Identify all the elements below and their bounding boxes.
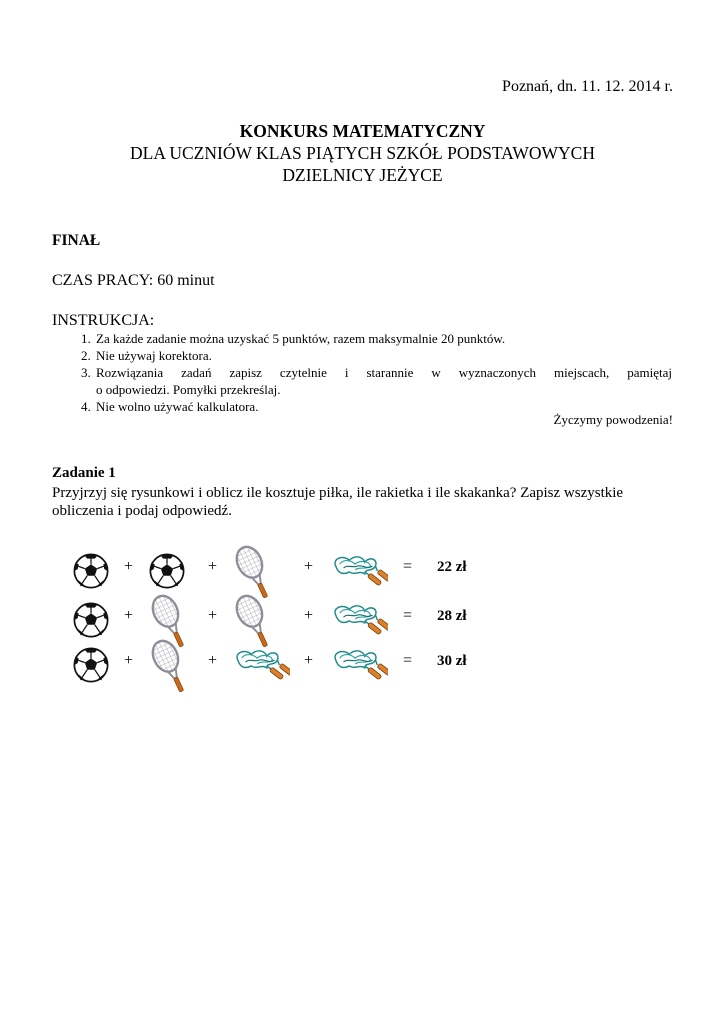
equals-sign: = bbox=[403, 558, 413, 575]
plus-sign: + bbox=[124, 652, 134, 669]
equals-sign: = bbox=[403, 607, 413, 624]
instruction-item: 2. Nie używaj korektora. bbox=[94, 347, 672, 364]
row-price: 28 zł bbox=[437, 608, 467, 624]
plus-sign: + bbox=[304, 558, 314, 575]
task-text: Przyjrzyj się rysunkowi i oblicz ile kosztuje piłka, ile rakietka i ile skakanka? Zapisz wszystkie obliczenia i podaj odpowiedź. bbox=[52, 485, 624, 519]
plus-sign: + bbox=[124, 558, 134, 575]
racket-icon bbox=[232, 591, 276, 651]
jump-rope-icon bbox=[232, 644, 290, 684]
jump-rope-icon bbox=[330, 599, 388, 639]
ball-icon bbox=[72, 601, 110, 639]
instructions-heading: INSTRUKCJA: bbox=[52, 312, 155, 329]
plus-sign: + bbox=[208, 607, 218, 624]
jump-rope-icon bbox=[330, 644, 388, 684]
time-limit: CZAS PRACY: 60 minut bbox=[52, 272, 215, 289]
page-subtitle-line1: DLA UCZNIÓW KLAS PIĄTYCH SZKÓŁ PODSTAWOWYCH bbox=[130, 143, 595, 163]
stage-label: FINAŁ bbox=[52, 232, 101, 249]
plus-sign: + bbox=[304, 652, 314, 669]
instructions-list bbox=[72, 330, 672, 415]
racket-icon bbox=[148, 636, 192, 696]
instruction-line: 3. Rozwiązania zadań zapisz czytelnie i starannie w wyznaczonych miejscach, pamiętaj bbox=[96, 365, 672, 380]
plus-sign: + bbox=[124, 607, 134, 624]
instruction-item bbox=[94, 364, 672, 398]
ball-icon bbox=[72, 552, 110, 590]
task-heading: Zadanie 1 bbox=[52, 465, 116, 481]
row-price: 30 zł bbox=[437, 653, 467, 669]
instruction-item: 4. Nie wolno używać kalkulatora. bbox=[94, 398, 672, 415]
ball-icon bbox=[72, 646, 110, 684]
plus-sign: + bbox=[304, 607, 314, 624]
instruction-item: 1. Za każde zadanie można uzyskać 5 punktów, razem maksymalnie 20 punktów. bbox=[94, 330, 672, 347]
good-luck-note: Życzymy powodzenia! bbox=[553, 412, 673, 427]
ball-icon bbox=[148, 552, 186, 590]
page-subtitle-line2: DZIELNICY JEŻYCE bbox=[282, 165, 443, 185]
jump-rope-icon bbox=[330, 550, 388, 590]
row-price: 22 zł bbox=[437, 559, 467, 575]
instruction-line: o odpowiedzi. Pomyłki przekreślaj. bbox=[96, 382, 281, 397]
equals-sign: = bbox=[403, 652, 413, 669]
page-title: KONKURS MATEMATYCZNY bbox=[239, 121, 486, 141]
document-date: Poznań, dn. 11. 12. 2014 r. bbox=[502, 78, 673, 95]
plus-sign: + bbox=[208, 652, 218, 669]
plus-sign: + bbox=[208, 558, 218, 575]
